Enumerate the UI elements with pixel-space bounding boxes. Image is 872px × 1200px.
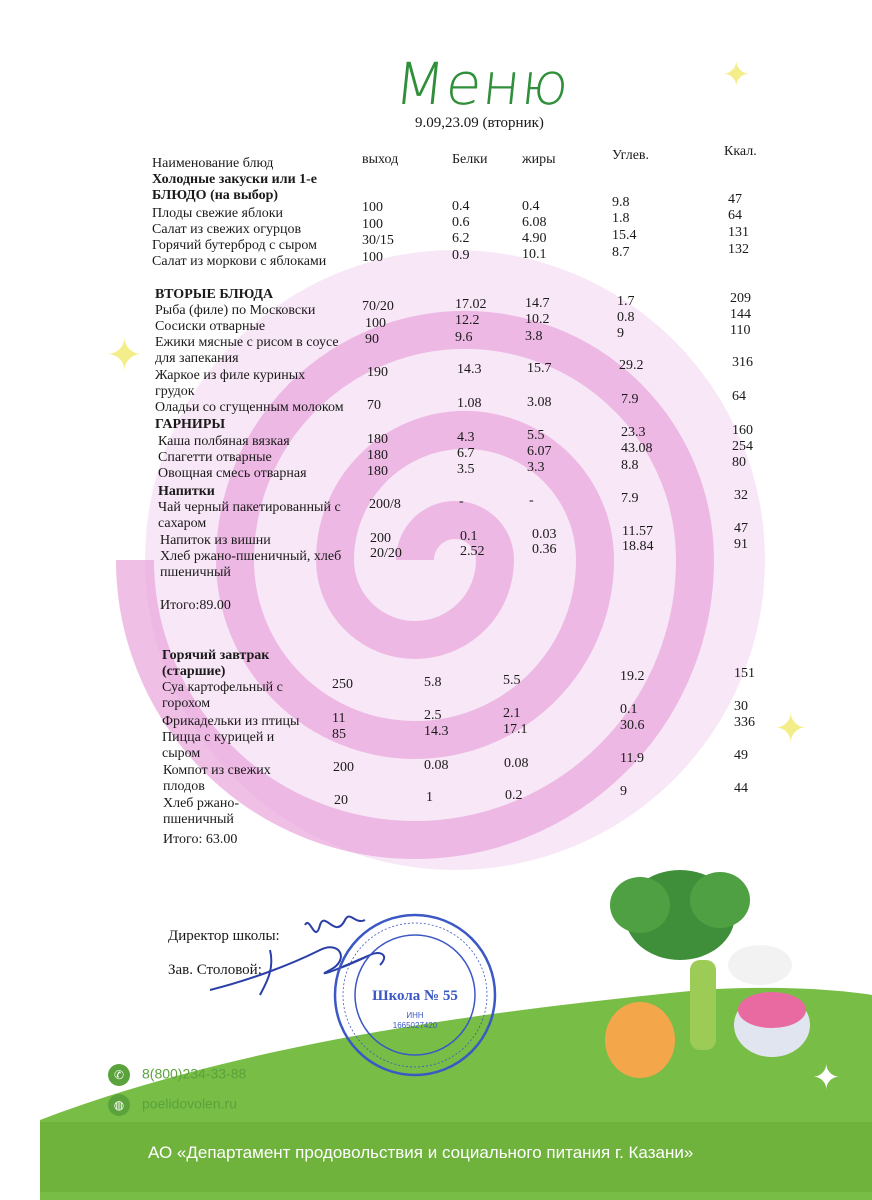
sparkle-icon: ✦ <box>812 1060 841 1097</box>
header-output: выход <box>362 152 399 167</box>
row-carbs: 43.08 <box>621 441 653 456</box>
director-label: Директор школы: <box>168 928 280 944</box>
row-protein: 6.7 <box>457 446 475 461</box>
row-output: 100 <box>365 316 386 331</box>
stamp-inn-number: 1665027420 <box>392 1021 438 1030</box>
row-output: 200 <box>333 760 354 775</box>
row-fat: 0.4 <box>522 199 540 214</box>
row-kcal: 336 <box>734 715 755 730</box>
total-second: Итого: 63.00 <box>163 832 238 847</box>
globe-icon: ◍ <box>108 1094 130 1116</box>
row-output: 20/20 <box>370 546 402 561</box>
row-fat: 0.03 <box>532 527 557 542</box>
row-kcal: 151 <box>734 666 755 681</box>
row-name: Сосиски отварные <box>155 319 266 334</box>
row-carbs: 1.8 <box>612 211 630 226</box>
row-carbs: 1.7 <box>617 294 635 309</box>
row-name: Пицца с курицей и сыром <box>162 730 275 761</box>
row-output: 200 <box>370 531 391 546</box>
row-carbs: 29.2 <box>619 358 644 373</box>
row-fat: 3.8 <box>525 329 543 344</box>
row-output: 30/15 <box>362 233 394 248</box>
row-protein: 6.2 <box>452 231 470 246</box>
row-kcal: 132 <box>728 242 749 257</box>
row-name: Салат из моркови с яблоками <box>152 254 327 269</box>
row-output: 180 <box>367 448 388 463</box>
row-name: Фрикадельки из птицы <box>162 714 300 729</box>
row-fat: 5.5 <box>527 428 545 443</box>
row-kcal: 110 <box>730 323 751 338</box>
section-hot: Горячий завтрак (старшие) <box>162 648 270 679</box>
row-carbs: 7.9 <box>621 491 639 506</box>
row-output: 100 <box>362 250 383 265</box>
row-kcal: 254 <box>732 439 753 454</box>
row-name: Компот из свежих плодов <box>163 763 271 794</box>
row-protein: 12.2 <box>455 313 480 328</box>
row-kcal: 209 <box>730 291 751 306</box>
row-name: Хлеб ржано-пшеничный, хлеб пшеничный <box>160 549 342 580</box>
row-fat: 0.2 <box>505 788 523 803</box>
row-protein: 1.08 <box>457 396 482 411</box>
row-fat: 6.07 <box>527 444 552 459</box>
row-protein: 0.6 <box>452 215 470 230</box>
row-fat: 3.08 <box>527 395 552 410</box>
row-output: 85 <box>332 727 346 742</box>
row-output: 200/8 <box>369 497 401 512</box>
row-kcal: 64 <box>732 389 746 404</box>
row-protein: 3.5 <box>457 462 475 477</box>
row-carbs: 23.3 <box>621 425 646 440</box>
row-protein: 4.3 <box>457 430 475 445</box>
row-kcal: 44 <box>734 781 748 796</box>
row-output: 180 <box>367 464 388 479</box>
row-protein: 0.08 <box>424 758 449 773</box>
row-carbs: 0.1 <box>620 702 638 717</box>
row-kcal: 47 <box>734 521 748 536</box>
row-carbs: 9 <box>620 784 627 799</box>
header-name: Наименование блюд <box>152 156 274 171</box>
row-name: Спагетти отварные <box>158 450 272 465</box>
row-name: Хлеб ржано-пшеничный <box>163 796 239 827</box>
row-carbs: 7.9 <box>621 392 639 407</box>
row-carbs: 9 <box>617 326 624 341</box>
row-fat: 10.2 <box>525 312 550 327</box>
row-output: 11 <box>332 711 346 726</box>
row-protein: 17.02 <box>455 297 487 312</box>
row-protein: 2.5 <box>424 708 442 723</box>
row-output: 90 <box>365 332 379 347</box>
section-drinks: Напитки <box>158 484 215 499</box>
row-output: 70 <box>367 398 381 413</box>
section-garnish: ГАРНИРЫ <box>155 417 226 432</box>
row-kcal: 30 <box>734 699 748 714</box>
header-fat: жиры <box>522 152 556 167</box>
row-kcal: 160 <box>732 423 753 438</box>
row-kcal: 316 <box>732 355 753 370</box>
row-protein: 0.9 <box>452 248 470 263</box>
stamp-text: Школа № 55 <box>372 988 458 1004</box>
site-url: poelidovolen.ru <box>142 1095 237 1112</box>
row-kcal: 91 <box>734 537 748 552</box>
row-name: Жаркое из филе куриных грудок <box>155 368 306 399</box>
sparkle-icon: ✦ <box>722 57 751 94</box>
row-carbs: 8.7 <box>612 245 630 260</box>
row-fat: 0.08 <box>504 756 529 771</box>
row-fat: 15.7 <box>527 361 552 376</box>
row-name: Рыба (филе) по Московски <box>155 303 316 318</box>
row-kcal: 144 <box>730 307 751 322</box>
row-output: 100 <box>362 217 383 232</box>
row-carbs: 9.8 <box>612 195 630 210</box>
row-fat: 6.08 <box>522 215 547 230</box>
row-protein: - <box>459 494 464 509</box>
row-output: 180 <box>367 432 388 447</box>
row-name: Чай черный пакетированный с сахаром <box>158 500 341 531</box>
row-fat: - <box>529 493 534 508</box>
school-stamp <box>330 910 500 1080</box>
row-name: Овощная смесь отварная <box>158 466 307 481</box>
row-output: 20 <box>334 793 348 808</box>
row-fat: 3.3 <box>527 460 545 475</box>
row-output: 190 <box>367 365 388 380</box>
row-kcal: 47 <box>728 192 742 207</box>
row-name: Суа картофельный с горохом <box>162 680 283 711</box>
footer-text: АО «Департамент продовольствия и социального питания г. Казани» <box>148 1143 694 1162</box>
row-protein: 0.1 <box>460 529 478 544</box>
row-name: Напиток из вишни <box>160 533 271 548</box>
row-carbs: 19.2 <box>620 669 645 684</box>
row-name: Оладьи со сгущенным молоком <box>155 400 344 415</box>
row-name: Каша полбяная вязкая <box>158 434 290 449</box>
row-name: Ежики мясные с рисом в соусе для запекания <box>155 335 339 366</box>
header-carbs: Углев. <box>612 148 650 163</box>
row-fat: 5.5 <box>503 673 521 688</box>
row-protein: 14.3 <box>457 362 482 377</box>
row-protein: 9.6 <box>455 330 473 345</box>
row-protein: 1 <box>426 790 433 805</box>
contact-site <box>108 1094 237 1116</box>
row-output: 250 <box>332 677 353 692</box>
row-kcal: 80 <box>732 455 746 470</box>
row-output: 100 <box>362 200 383 215</box>
sparkle-icon: ✦ <box>106 331 143 380</box>
row-name: Плоды свежие яблоки <box>152 206 284 221</box>
row-protein: 2.52 <box>460 544 485 559</box>
phone-number: 8(800)234-33-88 <box>142 1065 247 1082</box>
stamp-inn: ИНН <box>406 1011 424 1020</box>
row-protein: 0.4 <box>452 199 470 214</box>
row-kcal: 64 <box>728 208 742 223</box>
row-fat: 10.1 <box>522 247 547 262</box>
header-protein: Белки <box>452 152 488 167</box>
row-fat: 4.90 <box>522 231 547 246</box>
section-cold: Холодные закуски или 1-е БЛЮДО (на выбор) <box>152 172 318 203</box>
row-carbs: 11.9 <box>620 751 644 766</box>
contact-phone <box>108 1064 246 1086</box>
row-fat: 14.7 <box>525 296 550 311</box>
row-name: Салат из свежих огурцов <box>152 222 302 237</box>
header-kcal: Ккал. <box>724 144 757 159</box>
row-carbs: 8.8 <box>621 458 639 473</box>
row-carbs: 30.6 <box>620 718 645 733</box>
row-carbs: 0.8 <box>617 310 635 325</box>
sparkle-icon: ✦ <box>774 706 808 751</box>
row-carbs: 15.4 <box>612 228 637 243</box>
row-kcal: 131 <box>728 225 749 240</box>
page-title: Меню <box>391 50 574 118</box>
menu-date: 9.09,23.09 (вторник) <box>415 115 544 131</box>
canteen-label: Зав. Столовой: <box>168 962 262 978</box>
row-kcal: 32 <box>734 488 748 503</box>
row-protein: 14.3 <box>424 724 449 739</box>
row-carbs: 11.57 <box>622 524 653 539</box>
row-fat: 2.1 <box>503 706 521 721</box>
row-carbs: 18.84 <box>622 539 654 554</box>
section-second: ВТОРЫЕ БЛЮДА <box>155 287 274 302</box>
row-output: 70/20 <box>362 299 394 314</box>
row-fat: 17.1 <box>503 722 528 737</box>
phone-icon: ✆ <box>108 1064 130 1086</box>
row-fat: 0.36 <box>532 542 557 557</box>
row-name: Горячий бутерброд с сыром <box>152 238 318 253</box>
row-kcal: 49 <box>734 748 748 763</box>
row-protein: 5.8 <box>424 675 442 690</box>
total-first: Итого:89.00 <box>160 598 231 613</box>
